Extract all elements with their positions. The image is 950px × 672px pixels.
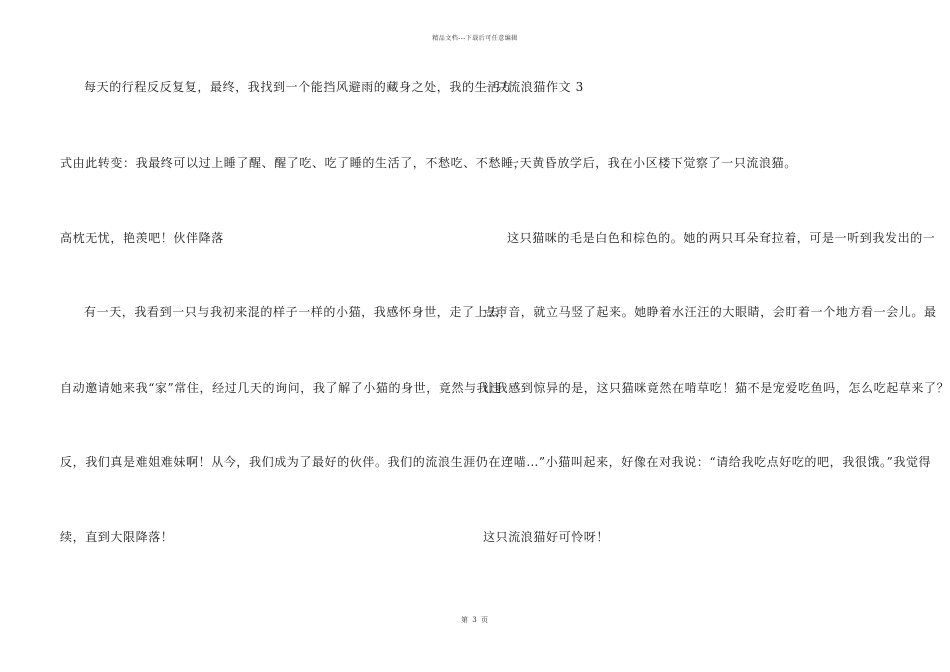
paragraph-line: 让我感到惊异的是，这只猫咪竟然在啃草吃！猫不是宠爱吃鱼吗，怎么吃起草来了？ bbox=[483, 381, 950, 395]
paragraph-line: 这只猫咪的毛是白色和棕色的。她的两只耳朵耷拉着，可是一听到我发出的一 bbox=[507, 231, 936, 245]
paragraph-line: 自动邀请她来我“家”常住，经过几天的询问，我了解了小猫的身世，竟然与我违 bbox=[60, 381, 502, 395]
page-header: 精品文档---下载后可任意编辑 bbox=[432, 35, 518, 42]
paragraph-line: “喵…”小猫叫起来，好像在对我说：“请给我吃点好吃的吧，我很饿。”我觉得 bbox=[507, 455, 932, 469]
paragraph-line: 续，直到大限降落！ bbox=[60, 530, 174, 544]
paragraph-line: 每天的行程反反复复，最终，我找到一个能挡风避雨的藏身之处，我的生活方 bbox=[84, 80, 513, 94]
paragraph-line: 有一天，我看到一只与我初来混的样子一样的小猫，我感怀身世，走了上去， bbox=[84, 305, 513, 319]
essay-title: 一只流浪猫作文 3 bbox=[483, 80, 584, 94]
paragraph-line: 这只流浪猫好可怜呀！ bbox=[483, 530, 610, 544]
paragraph-line: 一天黄昏放学后，我在小区楼下觉察了一只流浪猫。 bbox=[507, 156, 797, 170]
paragraph-line: 高枕无忧，艳羡吧！伙伴降落 bbox=[60, 231, 224, 245]
page-number: 第 3 页 bbox=[461, 616, 489, 624]
paragraph-line: 点声音，就立马竖了起来。她睁着水汪汪的大眼睛，会盯着一个地方看一会儿。最 bbox=[483, 305, 937, 319]
paragraph-line: 式由此转变：我最终可以过上睡了醒、醒了吃、吃了睡的生活了，不愁吃、不愁睡， bbox=[60, 156, 527, 170]
paragraph-line: 反，我们真是难姐难妹啊！从今，我们成为了最好的伙伴。我们的流浪生涯仍在连 bbox=[60, 455, 514, 469]
